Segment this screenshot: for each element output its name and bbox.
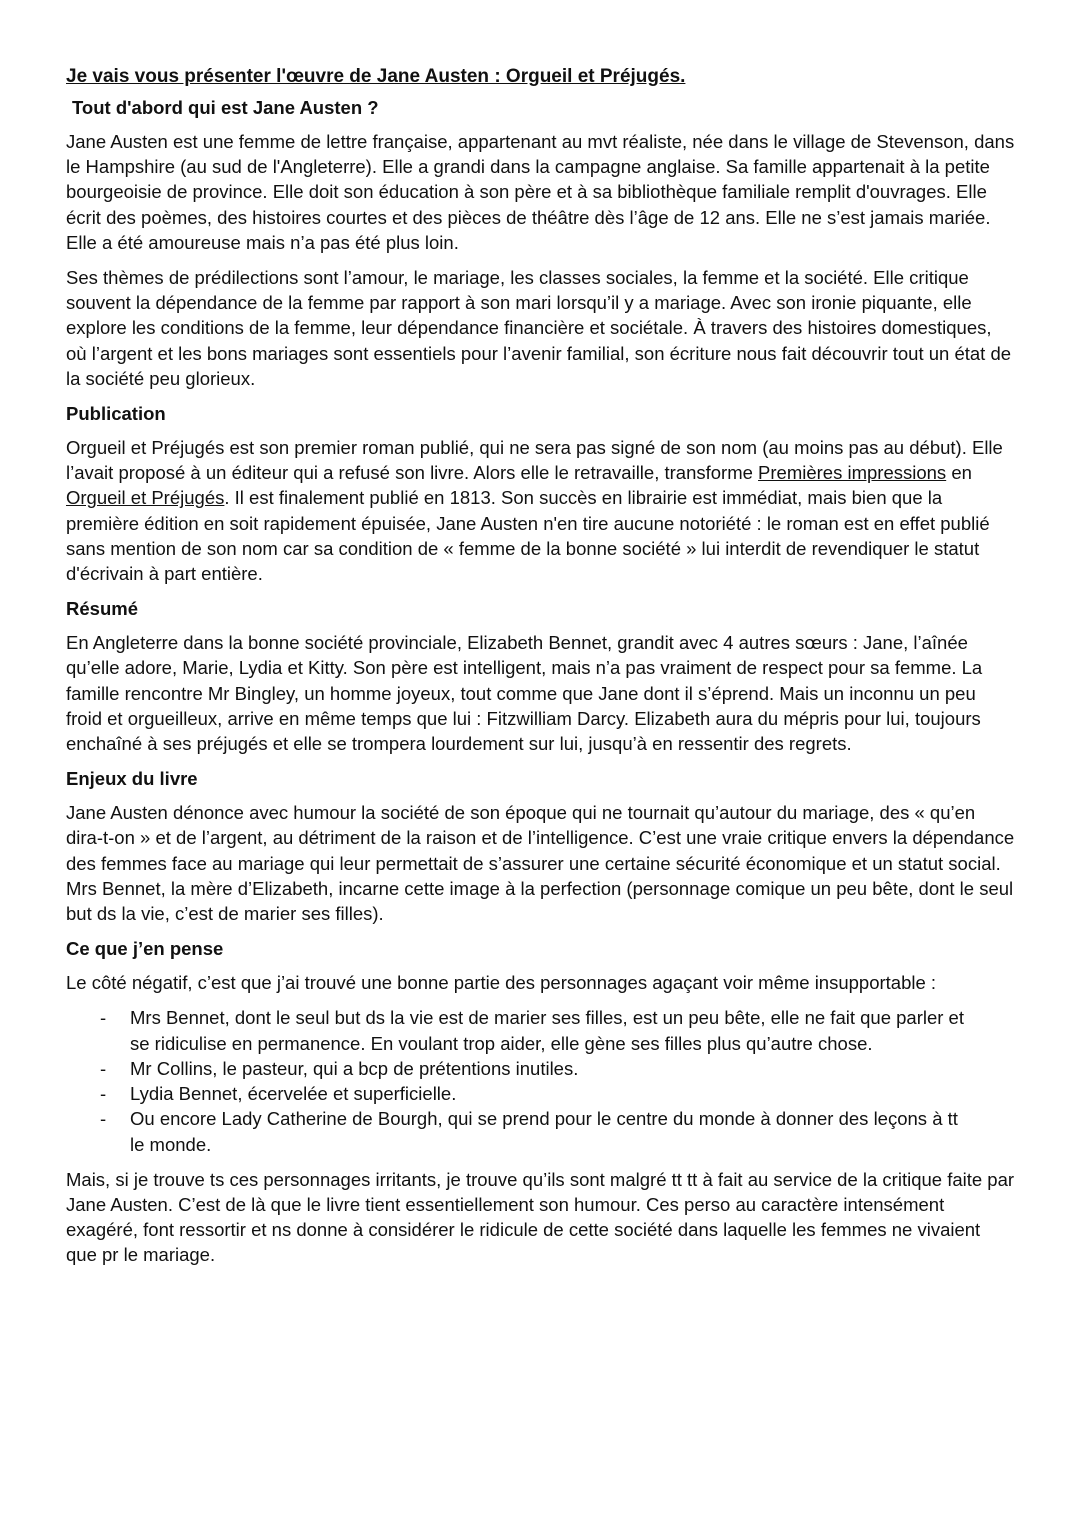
orgueil-et-prejuges-link: Orgueil et Préjugés xyxy=(66,487,225,509)
list-item xyxy=(66,1005,1016,1055)
list-item-text: Ou encore Lady Catherine de Bourgh, qui se prend pour le centre du monde à donner des leçons à tt le monde. xyxy=(130,1108,958,1155)
avis-paragraph-1: Le côté négatif, c’est que j’ai trouvé une bonne partie des personnages agaçant voir même insupportable : xyxy=(66,972,937,994)
list-item-text: Lydia Bennet, écervelée et superficielle. xyxy=(130,1083,457,1105)
enjeux-paragraph: Jane Austen dénonce avec humour la société de son époque qui ne tournait qu’autour du mariage, des « qu’en dira-t-on » et de l’argent, au détriment de la raison et de l’intelligence. C’est une vraie critique envers la dépendance des femmes face au mariage qui leur permettait de s’assurer une certaine sécurité économique et un statut social. Mrs Bennet, la mère d’Elizabeth, incarne cette image à la perfection (personnage comique un peu bête, dont le seul but ds la vie, c’est de marier ses filles). xyxy=(66,802,1015,925)
list-item-text: Mrs Bennet, dont le seul but ds la vie est de marier ses filles, est un peu bête, elle ne fait que parler et se ridiculise en permanence. En voulant trop aider, elle gène ses filles plus qu’autre chose. xyxy=(130,1007,964,1054)
publication-paragraph xyxy=(66,435,1016,586)
publication-text-after: . Il est finalement publié en 1813. Son succès en librairie est immédiat, mais bien que la première édition en soit rapidement épuisée, Jane Austen n'en tire aucune notoriété : le roman est en effet publié sans mention de son nom car sa condition de « femme de la bonne société » lui interdit de revendiquer le statut d'écrivain à part entière. xyxy=(66,487,990,585)
publication-text-mid: en xyxy=(946,462,972,484)
bullet-dash: - xyxy=(100,1083,107,1105)
list-item-text: Mr Collins, le pasteur, qui a bcp de prétentions inutiles. xyxy=(130,1057,579,1079)
premieres-impressions-link: Premières impressions xyxy=(758,462,947,484)
section-heading-resume: Résumé xyxy=(66,598,138,620)
list-item xyxy=(66,1081,1016,1106)
avis-paragraph-2: Mais, si je trouve ts ces personnages irritants, je trouve qu’ils sont malgré tt tt à fait au service de la critique faite par Jane Austen. C’est de là que le livre tient essentiellement son humour. Ces perso au caractère intensément exagéré, font ressortir et ns donne à considérer le ridicule de cette société dans laquelle les femmes ne vivaient que pr le mariage. xyxy=(66,1168,1015,1266)
intro-paragraph-2: Ses thèmes de prédilections sont l’amour, le mariage, les classes sociales, la femme et la société. Elle critique souvent la dépendance de la femme par rapport à son mari lorsqu’il y a mariage. Avec son ironie piquante, elle explore les conditions de la femme, leur dépendance financière et sociétale. À travers des histoires domestiques, où l’argent et les bons mariages sont essentiels pour l’avenir familial, son écriture nous fait découvrir tout un état de la société peu glorieux. xyxy=(66,267,1012,389)
intro-paragraph-1: Jane Austen est une femme de lettre française, appartenant au mvt réaliste, née dans le village de Stevenson, dans le Hampshire (au sud de l'Angleterre). Elle a grandi dans la campagne anglaise. Sa famille appartenait à la petite bourgeoisie de province. Elle doit son éducation à son père et à sa bibliothèque familiale remplit d'ouvrages. Elle écrit des poèmes, des histoires courtes et des pièces de théâtre dès l’âge de 12 ans. Elle ne s’est jamais mariée. Elle a été amoureuse mais n’a pas été plus loin. xyxy=(66,131,1015,253)
section-heading-publication: Publication xyxy=(66,403,166,425)
resume-paragraph: En Angleterre dans la bonne société provinciale, Elizabeth Bennet, grandit avec 4 autres sœurs : Jane, l’aînée qu’elle adore, Marie, Lydia et Kitty. Son père est intelligent, mais n’a pas vraiment de respect pour sa femme. La famille rencontre Mr Bingley, un homme joyeux, tout comme que Jane dont il s’éprend. Mais un inconnu un peu froid et orgueilleux, arrive en même temps que lui : Fitzwilliam Darcy. Elizabeth aura du mépris pour lui, toujours enchaîné à ses préjugés et elle se trompera lourdement sur lui, jusqu’à en ressentir des regrets. xyxy=(66,632,983,755)
bullet-dash: - xyxy=(100,1108,107,1130)
list-item xyxy=(66,1106,1016,1156)
document-page xyxy=(66,64,1016,1278)
bullet-dash: - xyxy=(100,1057,107,1079)
section-heading-intro: Tout d'abord qui est Jane Austen ? xyxy=(72,97,379,118)
character-list xyxy=(66,1005,1016,1156)
document-title: Je vais vous présenter l'œuvre de Jane Austen : Orgueil et Préjugés. xyxy=(66,66,686,87)
section-heading-avis: Ce que j’en pense xyxy=(66,938,224,960)
bullet-dash: - xyxy=(100,1007,107,1029)
list-item xyxy=(66,1056,1016,1081)
publication-text-before: Orgueil et Préjugés est son premier roman publié, qui ne sera pas signé de son nom (au moins pas au début). Elle l’avait proposé à un éditeur qui a refusé son livre. Alors elle le retravaille, transforme xyxy=(66,437,1003,484)
section-heading-enjeux: Enjeux du livre xyxy=(66,768,198,790)
